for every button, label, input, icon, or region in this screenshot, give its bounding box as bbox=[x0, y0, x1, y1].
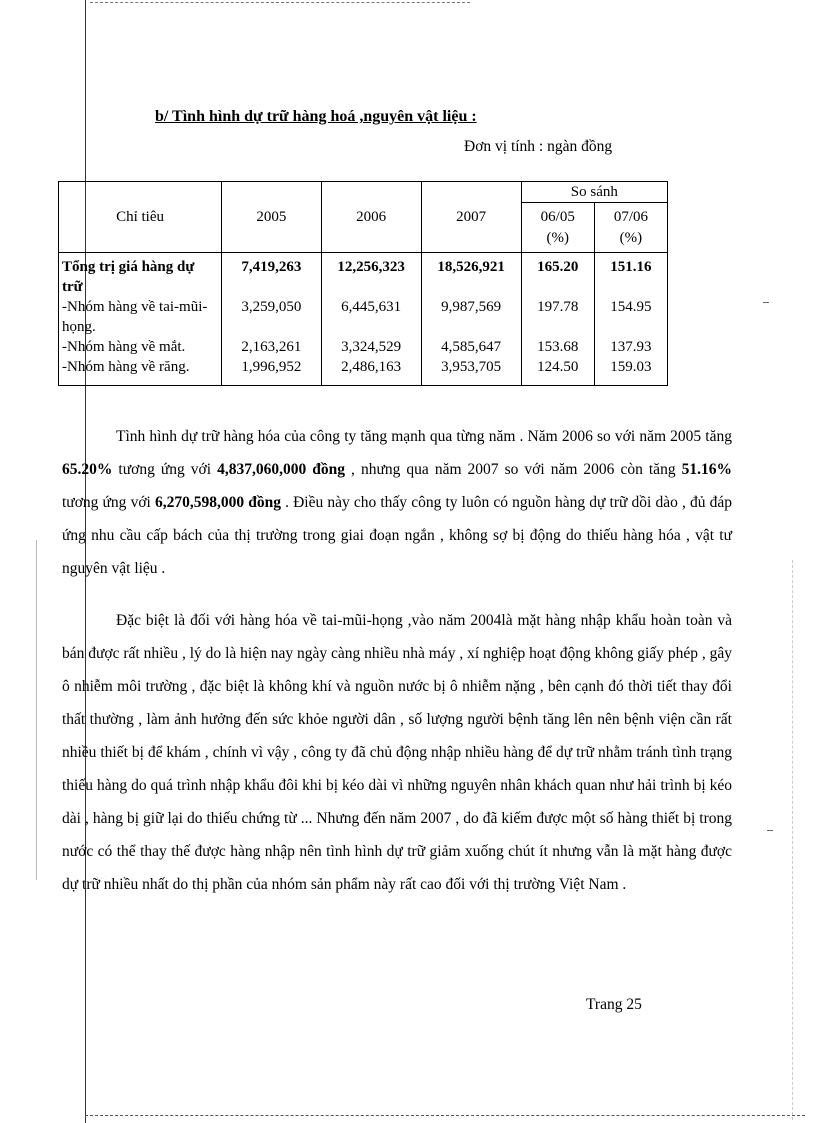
scan-tick-mark bbox=[767, 830, 773, 831]
compare-unit: (%) bbox=[546, 229, 569, 246]
row-label: -Nhóm hàng về răng. bbox=[59, 357, 222, 386]
text-run: Tình hình dự trữ hàng hóa của công ty tăng mạnh qua từng năm . Năm 2006 so với năm 2005 tăng bbox=[116, 428, 732, 445]
text-run: tương ứng với bbox=[112, 461, 218, 478]
unit-note: Đơn vị tính : ngàn đồng bbox=[464, 138, 613, 155]
header-label: Chỉ tiêu bbox=[59, 182, 222, 253]
cell-2007: 4,585,647 bbox=[421, 337, 521, 357]
cell-compare-2: 137.93 bbox=[594, 337, 667, 357]
cell-2005: 2,163,261 bbox=[222, 337, 322, 357]
cell-compare-1: 165.20 bbox=[521, 253, 594, 298]
table-row bbox=[59, 253, 668, 298]
cell-2005: 7,419,263 bbox=[222, 253, 322, 298]
header-year: 2007 bbox=[421, 182, 521, 253]
cell-2007: 18,526,921 bbox=[421, 253, 521, 298]
cell-2006: 6,445,631 bbox=[321, 297, 421, 337]
header-compare: So sánh bbox=[521, 182, 667, 203]
cell-2005: 3,259,050 bbox=[222, 297, 322, 337]
cell-2007: 3,953,705 bbox=[421, 357, 521, 386]
compare-period: 07/06 bbox=[613, 208, 648, 225]
table-row bbox=[59, 357, 668, 386]
scan-tick-mark bbox=[763, 302, 769, 303]
row-label: -Nhóm hàng về tai-mũi-họng. bbox=[59, 297, 222, 337]
cell-compare-2: 159.03 bbox=[594, 357, 667, 386]
header-year: 2005 bbox=[222, 182, 322, 253]
scan-dashed-line-right bbox=[792, 560, 794, 1120]
section-heading: b/ Tình hình dự trữ hàng hoá ,nguyên vật liệu : bbox=[155, 108, 477, 125]
reserve-table bbox=[58, 181, 668, 386]
cell-2007: 9,987,569 bbox=[421, 297, 521, 337]
highlight-value: 65.20% bbox=[62, 461, 113, 478]
cell-compare-1: 124.50 bbox=[521, 357, 594, 386]
table-row bbox=[59, 297, 668, 337]
highlight-value: 51.16% bbox=[681, 461, 732, 478]
row-label: Tổng trị giá hàng dự trữ bbox=[59, 253, 222, 298]
cell-compare-2: 151.16 bbox=[594, 253, 667, 298]
page-number: Trang 25 bbox=[586, 996, 642, 1013]
header-year: 2006 bbox=[321, 182, 421, 253]
compare-period: 06/05 bbox=[540, 208, 575, 225]
text-run: , nhưng qua năm 2007 so với năm 2006 còn tăng bbox=[345, 461, 682, 478]
paragraph-1 bbox=[62, 420, 732, 585]
cell-compare-1: 153.68 bbox=[521, 337, 594, 357]
scan-dashed-line-bottom bbox=[85, 1115, 805, 1116]
paragraph-2 bbox=[62, 604, 732, 901]
header-compare-col bbox=[521, 203, 594, 253]
text-run: . Điều này cho thấy công ty luôn có nguồn hàng dự trữ dồi dào , đủ đáp ứng nhu cầu cấp bách của thị trường trong giai đoạn ngắn , không sợ bị động do thiếu hàng hóa , vật tư nguyên vật liệu . bbox=[62, 494, 732, 577]
cell-2005: 1,996,952 bbox=[222, 357, 322, 386]
table-row bbox=[59, 337, 668, 357]
paragraph-text: Đặc biệt là đối với hàng hóa về tai-mũi-họng ,vào năm 2004là mặt hàng nhập khẩu hoàn toàn và bán được rất nhiều , lý do là hiện nay ngày càng nhiều nhà máy , xí nghiệp hoạt động không giấy phép , gây ô nhiễm môi trường , đặc biệt là không khí và nguồn nước bị ô nhiễm nặng , bên cạnh đó thời tiết thay đổi thất thường , làm ảnh hưởng đến sức khỏe người dân , số lượng người bệnh tăng lên nên bệnh viện cần rất nhiều thiết bị để khám , chính vì vậy , công ty đã chủ động nhập nhiều hàng để dự trữ nhằm tránh tình trạng thiếu hàng do quá trình nhập khẩu đôi khi bị kéo dài vì những nguyên nhân khách quan như hải trình bị kéo dài , hàng bị giữ lại do thiếu chứng từ ... Nhưng đến năm 2007 , do đã kiếm được một số hàng thiết bị trong nước có thể thay thế được hàng nhập nên tình hình dự trữ giảm xuống chút ít nhưng vẫn là mặt hàng được dự trữ nhiều nhất do thị phần của nhóm sản phẩm này rất cao đối với thị trường Việt Nam . bbox=[62, 612, 732, 893]
cell-2006: 2,486,163 bbox=[321, 357, 421, 386]
text-run: tương ứng với bbox=[62, 494, 155, 511]
cell-compare-1: 197.78 bbox=[521, 297, 594, 337]
cell-2006: 3,324,529 bbox=[321, 337, 421, 357]
header-compare-col bbox=[594, 203, 667, 253]
highlight-value: 4,837,060,000 đồng bbox=[217, 461, 345, 478]
scan-margin-line-faint bbox=[36, 540, 37, 880]
cell-compare-2: 154.95 bbox=[594, 297, 667, 337]
row-label: -Nhóm hàng về mắt. bbox=[59, 337, 222, 357]
cell-2006: 12,256,323 bbox=[321, 253, 421, 298]
compare-unit: (%) bbox=[619, 229, 643, 246]
highlight-value: 6,270,598,000 đồng bbox=[154, 494, 281, 511]
scan-dashed-line-top bbox=[90, 2, 470, 3]
table-header-row bbox=[59, 182, 668, 203]
